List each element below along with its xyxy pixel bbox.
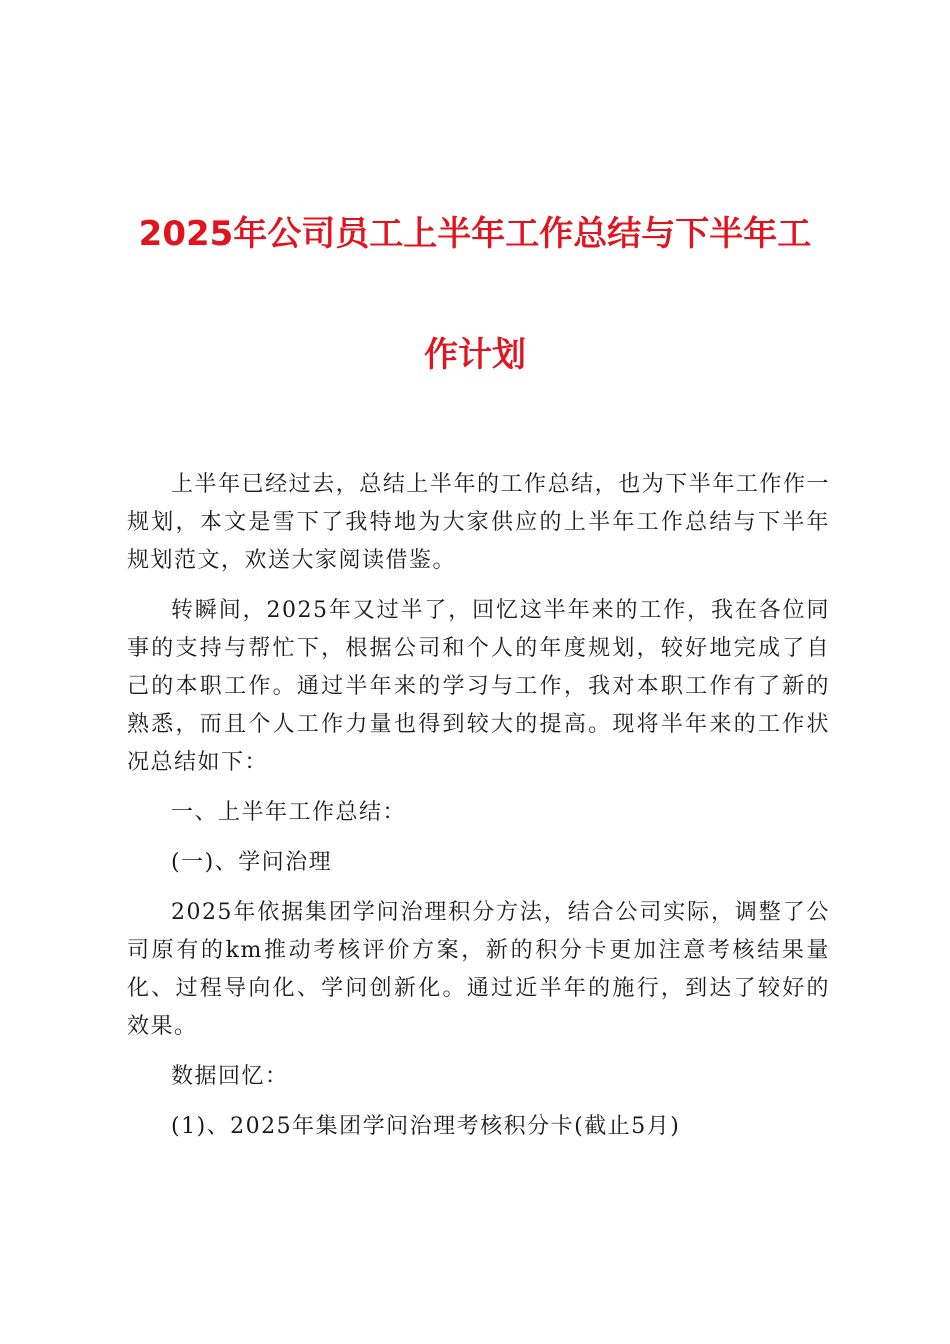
paragraph-intro: 上半年已经过去，总结上半年的工作总结，也为下半年工作作一规划，本文是雪下了我特地为大家供应的上半年工作总结与下半年规划范文，欢送大家阅读借鉴。	[127, 472, 830, 573]
section-heading-1: 一、上半年工作总结：	[171, 800, 407, 825]
document-title-line-2: 作计划	[424, 335, 526, 375]
paragraph-scorecard: (1)、2025年集团学问治理考核积分卡(截止5月)	[171, 1114, 681, 1139]
document-title-line-1: 2025年公司员工上半年工作总结与下半年工	[138, 214, 812, 254]
paragraph-overview: 转瞬间，2025年又过半了，回忆这半年来的工作，我在各位同事的支持与帮忙下，根据公司和个人的年度规划，较好地完成了自己的本职工作。通过半年来的学习与工作，我对本职工作有了新的熟悉，而且个人工作力量也得到较大的提高。现将半年来的工作状况总结如下：	[127, 598, 830, 775]
paragraph-data-review: 数据回忆：	[171, 1064, 289, 1089]
subsection-heading-1: (一)、学问治理	[171, 850, 333, 875]
paragraph-km: 2025年依据集团学问治理积分方法，结合公司实际，调整了公司原有的km推动考核评价方案，新的积分卡更加注意考核结果量化、过程导向化、学问创新化。通过近半年的施行，到达了较好的效果。	[127, 900, 830, 1039]
document-body	[127, 466, 830, 1158]
